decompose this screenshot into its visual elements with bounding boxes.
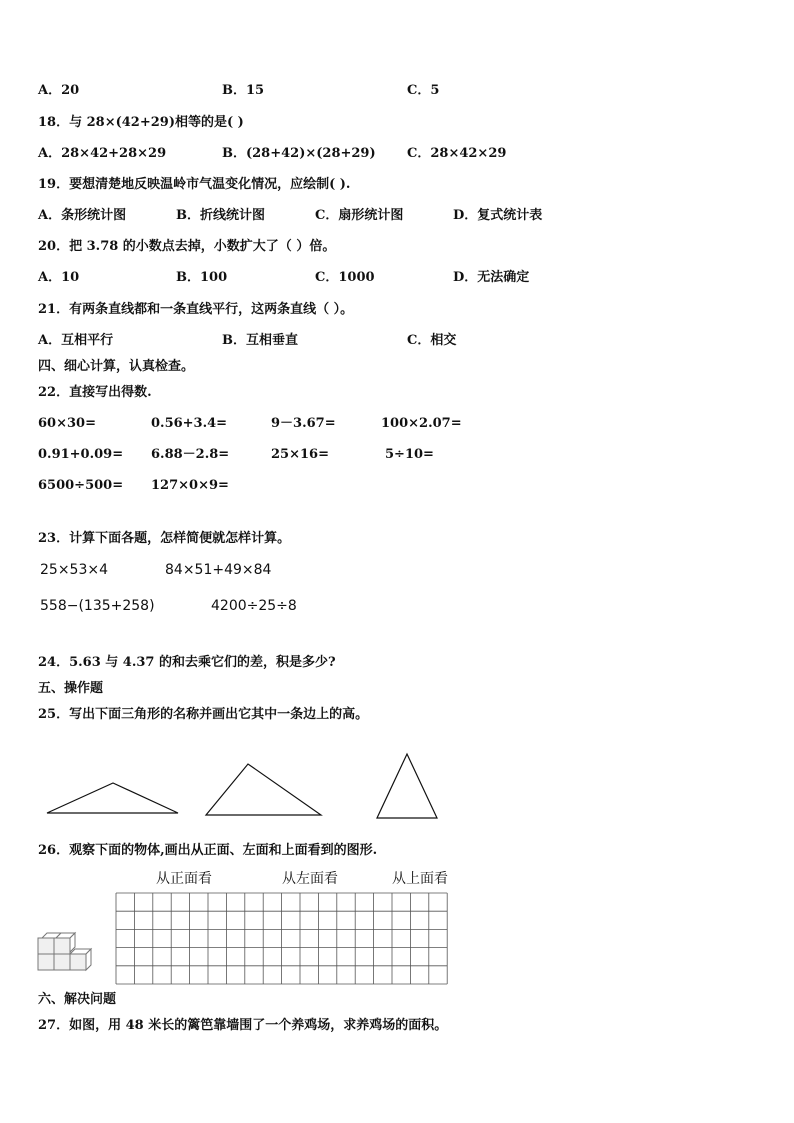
q22-stem: 22．直接写出得数. — [38, 385, 152, 400]
q22-item: 0.56+3.4= — [151, 416, 228, 431]
q23-expression: 84×51+49×84 — [165, 562, 272, 578]
top-view-label: 从上面看 — [392, 871, 448, 887]
q24-stem: 24．5.63 与 4.37 的和去乘它们的差，积是多少? — [38, 655, 336, 670]
q17-option-a: A．20 — [38, 83, 80, 98]
left-view-label: 从左面看 — [282, 871, 338, 887]
q18-option-a: A．28×42+28×29 — [38, 146, 167, 161]
q23-stem: 23．计算下面各题，怎样简便就怎样计算。 — [38, 531, 291, 546]
q23-expression: 4200÷25÷8 — [211, 598, 297, 614]
q22-item: 6.88－2.8= — [151, 447, 230, 462]
q22-item: 60×30= — [38, 416, 96, 431]
q21-option-a: A．互相平行 — [38, 333, 114, 348]
q26-stem: 26．观察下面的物体,画出从正面、左面和上面看到的图形. — [38, 843, 378, 858]
q22-item: 100×2.07= — [381, 416, 462, 431]
q27-stem: 27．如图，用 48 米长的篱笆靠墙围了一个养鸡场，求养鸡场的面积。 — [38, 1018, 448, 1033]
q19-option-d: D．复式统计表 — [453, 208, 543, 223]
q20-option-a: A．10 — [38, 270, 80, 285]
q20-option-b: B．100 — [176, 270, 228, 285]
q23-expression: 25×53×4 — [40, 562, 108, 578]
q21-option-b: B．互相垂直 — [222, 333, 298, 348]
q21-stem: 21．有两条直线都和一条直线平行，这两条直线（ ）。 — [38, 302, 354, 317]
q22-item: 5÷10= — [385, 447, 434, 462]
q17-option-b: B．15 — [222, 83, 265, 98]
q19-option-b: B．折线统计图 — [176, 208, 265, 223]
section-6-heading: 六、解决问题 — [38, 992, 117, 1007]
q22-item: 25×16= — [271, 447, 329, 462]
q25-stem: 25．写出下面三角形的名称并画出它其中一条边上的高。 — [38, 707, 369, 722]
q19-stem: 19．要想清楚地反映温岭市气温变化情况，应绘制( ). — [38, 177, 351, 192]
q17-option-c: C．5 — [407, 83, 440, 98]
q18-option-b: B．(28+42)×(28+29) — [222, 146, 376, 161]
cube-stack — [38, 933, 91, 970]
q20-stem: 20．把 3.78 的小数点去掉，小数扩大了（ ）倍。 — [38, 239, 336, 254]
q19-option-c: C．扇形统计图 — [315, 208, 404, 223]
q18-stem: 18．与 28×(42+29)相等的是( ) — [38, 115, 244, 130]
q21-option-c: C．相交 — [407, 333, 457, 348]
q20-option-c: C．1000 — [315, 270, 375, 285]
q18-option-c: C．28×42×29 — [407, 146, 507, 161]
section-5-heading: 五、操作题 — [38, 681, 104, 696]
q22-item: 6500÷500= — [38, 478, 124, 493]
q22-item: 9－3.67= — [271, 416, 336, 431]
q20-option-d: D．无法确定 — [453, 270, 530, 285]
front-view-label: 从正面看 — [156, 871, 212, 887]
q22-item: 127×0×9= — [151, 478, 229, 493]
q23-expression: 558−(135+258) — [40, 598, 155, 614]
section-4-heading: 四、细心计算，认真检查。 — [38, 359, 195, 374]
q19-option-a: A．条形统计图 — [38, 208, 127, 223]
drawing-grid — [116, 893, 447, 984]
q22-item: 0.91+0.09= — [38, 447, 124, 462]
